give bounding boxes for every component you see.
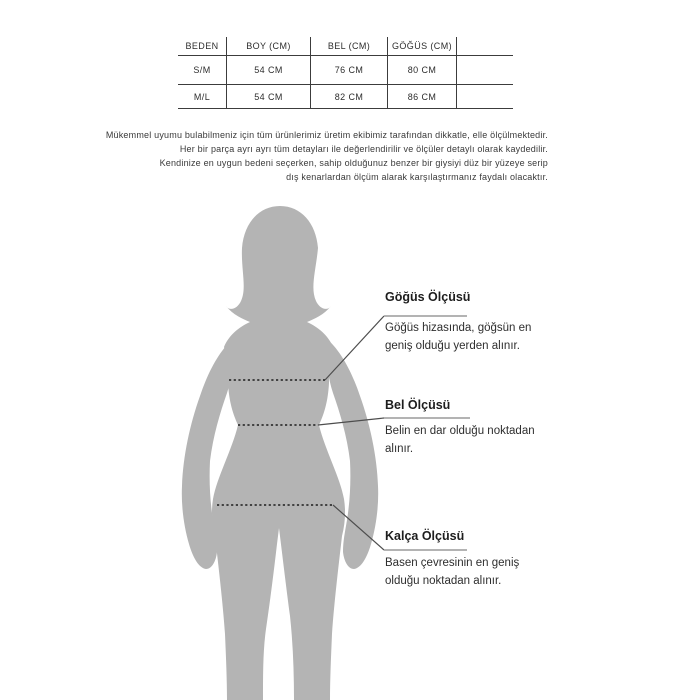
table-header-boy: BOY (CM) [227, 37, 311, 56]
intro-line: dış kenarlardan ölçüm alarak karşılaştırmanız faydalı olacaktır. [286, 172, 548, 182]
chest-measure-description [385, 320, 570, 355]
chest-measure-title: Göğüs Ölçüsü [385, 290, 471, 304]
hip-desc-line: olduğu noktadan alınır. [385, 574, 502, 587]
hip-desc-line: Basen çevresinin en geniş [385, 557, 520, 569]
waist-desc-line: alınır. [385, 442, 414, 455]
chest-desc-line: Göğüs hizasında, göğsün en [385, 322, 532, 334]
table-cell-size: M/L [178, 85, 227, 109]
hip-measure-title: Kalça Ölçüsü [385, 529, 465, 543]
table-cell-boy: 54 CM [227, 85, 311, 109]
female-silhouette [212, 206, 345, 700]
table-cell-size: S/M [178, 56, 227, 85]
table-header-beden: BEDEN [178, 37, 227, 56]
table-header-bel: BEL (CM) [311, 37, 388, 56]
intro-line: Her bir parça ayrı ayrı tüm detayları ile değerlendirilir ve ölçüler detaylı olarak kaydedilir. [179, 144, 548, 154]
chest-desc-line: geniş olduğu yerden alınır. [385, 339, 520, 352]
waist-measure-description [385, 423, 570, 458]
table-cell-boy: 54 CM [227, 56, 311, 85]
table-cell-gogus: 86 CM [388, 85, 457, 109]
table-cell-bel: 76 CM [311, 56, 388, 85]
intro-line: Mükemmel uyumu bulabilmeniz için tüm ürünlerimiz üretim ekibimiz tarafından dikkatle, elle ölçülmektedir. [105, 130, 548, 140]
intro-line: Kendinize en uygun bedeni seçerken, sahip olduğunuz benzer bir giysiyi düz bir yüzeye serip [159, 158, 548, 168]
table-cell-bel: 82 CM [311, 85, 388, 109]
hip-measure-description [385, 555, 570, 590]
table-header-gogus: GÖĞÜS (CM) [388, 37, 457, 56]
table-cell-gogus: 80 CM [388, 56, 457, 85]
waist-measure-title: Bel Ölçüsü [385, 398, 451, 412]
waist-desc-line: Belin en dar olduğu noktadan [385, 425, 535, 437]
